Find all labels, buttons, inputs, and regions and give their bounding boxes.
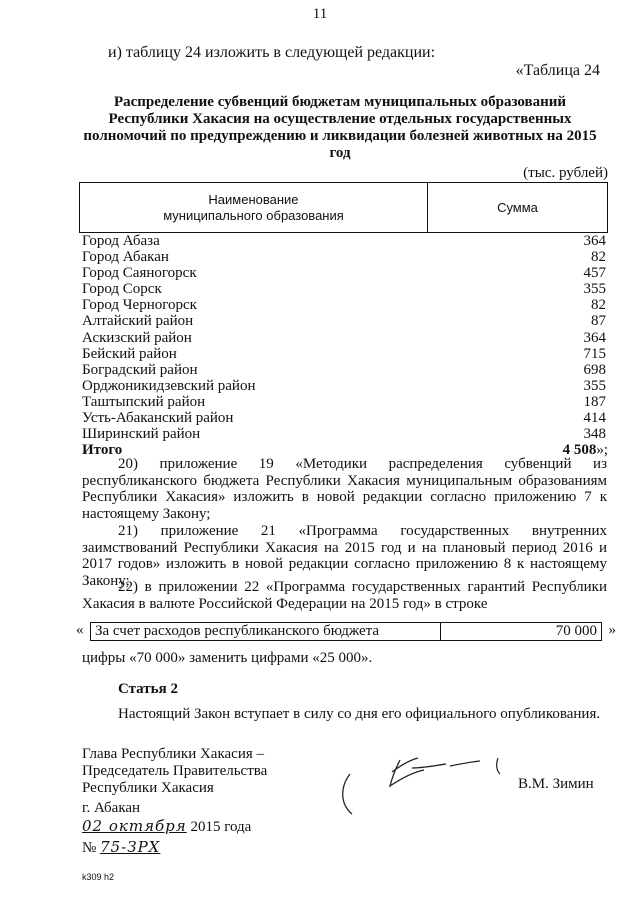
total-value: 4 508 — [562, 442, 597, 459]
row-value: 87 — [591, 313, 606, 330]
quote-open: « — [76, 622, 84, 638]
table-row — [82, 378, 608, 394]
guarantee-row-name: За счет расходов республиканского бюджета — [91, 623, 441, 640]
row-name: Боградский район — [82, 361, 198, 378]
row-value: 348 — [583, 426, 606, 443]
replace-text: цифры «70 000» заменить цифрами «25 000». — [82, 650, 373, 666]
table-row — [82, 233, 608, 249]
intro-text: и) таблицу 24 изложить в следующей редакции: — [108, 44, 436, 61]
row-name: Бейский район — [82, 345, 177, 362]
law-number-line — [82, 838, 160, 857]
row-value: 355 — [583, 377, 606, 394]
row-value: 82 — [591, 249, 606, 266]
row-name: Город Черногорск — [82, 297, 197, 314]
table-row — [82, 426, 608, 442]
date-line — [82, 817, 251, 836]
row-value: 457 — [583, 265, 606, 282]
table-row — [82, 410, 608, 426]
table-row — [82, 346, 608, 362]
number-handwritten: 75-ЗРХ — [100, 838, 161, 856]
row-name: Усть-Абаканский район — [82, 410, 234, 427]
footer-code: k309 h2 — [82, 872, 115, 882]
table-label: «Таблица 24 — [515, 62, 600, 79]
signer-line-2: Председатель Правительства — [82, 763, 268, 779]
row-name: Алтайский район — [82, 313, 194, 330]
row-name: Таштыпский район — [82, 393, 206, 410]
date-suffix: 2015 года — [190, 819, 252, 835]
row-value: 698 — [583, 361, 606, 378]
paragraph-20-text: 20) приложение 19 «Методики распределения субвенций из республиканского бюджета Республики Хакасия муниципальным образованиям Республики Хакасия» изложить в новой редакции согласно приложению 7 к настоящему Закону; — [82, 456, 607, 522]
row-value: 82 — [591, 297, 606, 314]
table-row — [82, 362, 608, 378]
signer-block — [82, 746, 267, 797]
number-prefix: № — [82, 840, 97, 856]
signer-line-1: Глава Республики Хакасия – — [82, 746, 265, 762]
row-value: 364 — [583, 329, 606, 346]
guarantee-row-value: 70 000 — [555, 623, 597, 639]
table-row — [82, 281, 608, 297]
paragraph-22-text: 22) в приложении 22 «Программа государственных гарантий Республики Хакасия в валюте Российской Федерации на 2015 год» в строке — [82, 579, 607, 612]
total-suffix: »; — [596, 442, 608, 459]
row-value: 355 — [583, 281, 606, 298]
paragraph-21-text: 21) приложение 21 «Программа государственных внутренних заимствований Республики Хакасия на 2015 год и на плановый период 2016 и 2017 годов» изложить в новой редакции согласно приложению 8 к настоящему Закону; — [82, 523, 607, 589]
place-text: г. Абакан — [82, 800, 141, 816]
total-label: Итого — [82, 442, 123, 459]
header-sum-cell: Сумма — [497, 200, 538, 215]
row-value: 715 — [583, 345, 606, 362]
table-body — [82, 233, 608, 458]
row-name: Город Абаза — [82, 233, 160, 249]
quote-close: » — [608, 622, 616, 638]
paragraph-22 — [82, 579, 607, 612]
row-value: 414 — [583, 410, 606, 427]
table-title: Распределение субвенций бюджетам муниципальных образований Республики Хакасия на осуществление отдельных государственных полномочий по предупреждению и ликвидации болезней животных на 2015 год — [83, 94, 597, 161]
handwritten-signature — [330, 752, 510, 822]
date-handwritten: 02 октября — [82, 817, 187, 835]
table-row — [82, 330, 608, 346]
row-name: Город Сорск — [82, 281, 162, 298]
table-row — [82, 249, 608, 265]
table-row — [82, 297, 608, 313]
table-header — [79, 182, 608, 233]
row-name: Ширинский район — [82, 426, 201, 443]
header-name-cell: Наименование муниципального образования — [80, 183, 428, 232]
paragraph-20 — [82, 456, 607, 522]
article-title: Статья 2 — [118, 681, 178, 697]
row-name: Город Абакан — [82, 249, 169, 266]
row-name: Орджоникидзевский район — [82, 377, 256, 394]
table-row — [82, 313, 608, 329]
table-row — [82, 265, 608, 281]
page-number: 11 — [312, 6, 328, 22]
signer-name: В.М. Зимин — [518, 776, 594, 792]
row-name: Аскизский район — [82, 329, 192, 346]
units-label: (тыс. рублей) — [523, 165, 608, 181]
row-value: 187 — [583, 393, 606, 410]
signer-line-3: Республики Хакасия — [82, 780, 214, 796]
row-name: Город Саяногорск — [82, 265, 197, 282]
table-row — [82, 394, 608, 410]
guarantee-row-box — [90, 622, 602, 641]
row-value: 364 — [583, 233, 606, 249]
enactment-text: Настоящий Закон вступает в силу со дня его официального опубликования. — [118, 706, 601, 722]
